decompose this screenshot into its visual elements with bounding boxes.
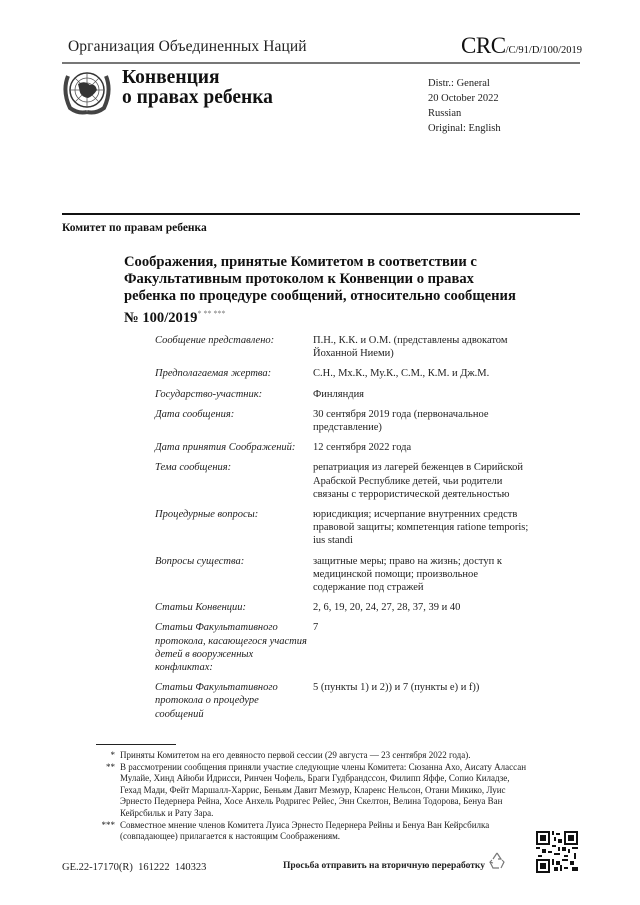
recycle-icon — [486, 850, 508, 872]
section-rule — [62, 213, 580, 215]
document-title-text: Соображения, принятые Комитетом в соответствии с Факультативным протоколом к Конвенции о правах ребенка по процедуре сообщений, относительно сообщения № 100/2019 — [124, 254, 516, 326]
info-value: юрисдикция; исчерпание внутренних средств правовой защиты; компетенция ratione temporis; ius standi — [313, 509, 529, 547]
info-value: 7 — [313, 622, 319, 634]
document-title — [124, 254, 524, 327]
info-label: Сообщение представлено: — [155, 335, 275, 346]
info-label: Предполагаемая жертва: — [155, 368, 272, 380]
job-number: GE.22-17170(R) 161222 140323 — [62, 862, 207, 873]
symbol-prefix: CRC — [461, 33, 506, 58]
info-row-opic-articles — [155, 681, 530, 721]
info-value: 2, 6, 19, 20, 24, 27, 28, 37, 39 и 40 — [313, 602, 461, 614]
footnote — [96, 820, 532, 843]
footnote-text: Совместное мнение членов Комитета Луиса Эрнесто Педернера Рейны и Бенуа Ван Кейрсбилка (совпадающее) прилагается к настоящим Соображениям. — [120, 819, 490, 842]
info-label: Статьи Факультативного протокола о процедуре сообщений — [155, 682, 278, 720]
info-label: Тема сообщения: — [155, 462, 232, 474]
info-row-substantive-issues — [155, 555, 530, 595]
info-value: 30 сентября 2019 года (первоначальное представление) — [313, 408, 489, 434]
info-row-subject — [155, 461, 530, 501]
info-label: Государство-участник: — [155, 388, 263, 400]
footnote-text: В рассмотрении сообщения приняли участие следующие члены Комитета: Сюзанна Ахо, Аисату Алассан Мулайе, Хинд Айюби Идрисси, Ринчен Чофель, Браги Гудбрандссон, Филипп Яффе, Сопио Киладзе, Гехад Мади, Фейт Маршалл-Харрис, Беньям Давит Мезмур, Кларенс Нельсон, Отани Микико, Луис Эрнесто Педернера Рейна, Хосе Анхель Родригес Рейес, Энн Скелтон, Велина Тодорова, Бенуа Ван Кейрсбильк и Рату Зара. — [120, 761, 527, 818]
distribution-block — [428, 76, 501, 136]
info-value: С.Н., Мх.К., Му.К., С.М., К.М. и Дж.М. — [313, 368, 490, 380]
un-emblem-icon — [60, 66, 114, 116]
info-label: Процедурные вопросы: — [155, 509, 259, 521]
convention-title-line2: о правах ребенка — [122, 87, 273, 108]
info-value: защитные меры; право на жизнь; доступ к медицинской помощи; произвольное содержание под стражей — [313, 555, 502, 594]
info-value: 12 сентября 2022 года — [313, 442, 412, 454]
info-row-victim — [155, 367, 530, 380]
convention-title — [122, 68, 273, 108]
info-row-author — [155, 334, 530, 360]
document-symbol — [461, 33, 582, 59]
footnote-mark: ** — [106, 761, 115, 772]
info-value: репатриация из лагерей беженцев в Сирийской Арабской Республике детей, чьи родители связаны с террористической деятельностью — [313, 462, 524, 500]
info-label: Статьи Факультативного протокола, касающегося участия детей в вооруженных конфликтах: — [155, 622, 307, 674]
info-row-date-adoption — [155, 441, 530, 454]
case-info-table — [155, 334, 530, 728]
footnote-mark: * — [110, 750, 115, 760]
distribution-language: Russian — [428, 108, 462, 119]
footnotes — [96, 750, 532, 843]
distribution-date: 20 October 2022 — [428, 93, 499, 104]
qr-code-icon — [536, 830, 578, 874]
header-rule — [62, 62, 580, 64]
distribution-status: Distr.: General — [428, 78, 490, 89]
convention-title-line1: Конвенция — [122, 67, 220, 88]
info-label: Дата сообщения: — [155, 408, 235, 420]
distribution-original: Original: English — [428, 123, 501, 134]
info-label: Вопросы существа: — [155, 555, 245, 567]
info-value: П.Н., К.К. и О.М. (представлены адвокатом Йоханной Ниеми) — [313, 335, 508, 360]
footnote-marks: * ** *** — [197, 309, 226, 318]
symbol-rest: /C/91/D/100/2019 — [505, 45, 582, 56]
info-value: Финляндия — [313, 388, 365, 400]
footnote — [96, 762, 532, 820]
info-label: Статьи Конвенции: — [155, 602, 247, 614]
committee-name: Комитет по правам ребенка — [62, 222, 207, 234]
footnote-text: Приняты Комитетом на его девяносто первой сессии (29 августа — 23 сентября 2022 года). — [120, 750, 471, 760]
info-row-state-party — [155, 388, 530, 401]
footnote-mark: *** — [101, 819, 115, 830]
organization-name: Организация Объединенных Наций — [68, 38, 307, 55]
recycle-text: Просьба отправить на вторичную переработку — [283, 861, 485, 871]
info-row-convention-articles — [155, 601, 530, 614]
info-value: 5 (пункты 1) и 2)) и 7 (пункты e) и f)) — [313, 682, 480, 694]
footnote — [96, 750, 532, 762]
info-row-date-communication — [155, 408, 530, 434]
info-row-procedural-issues — [155, 508, 530, 548]
info-row-opac-articles — [155, 621, 530, 674]
footnote-rule — [96, 744, 176, 745]
info-label: Дата принятия Соображений: — [155, 442, 296, 454]
